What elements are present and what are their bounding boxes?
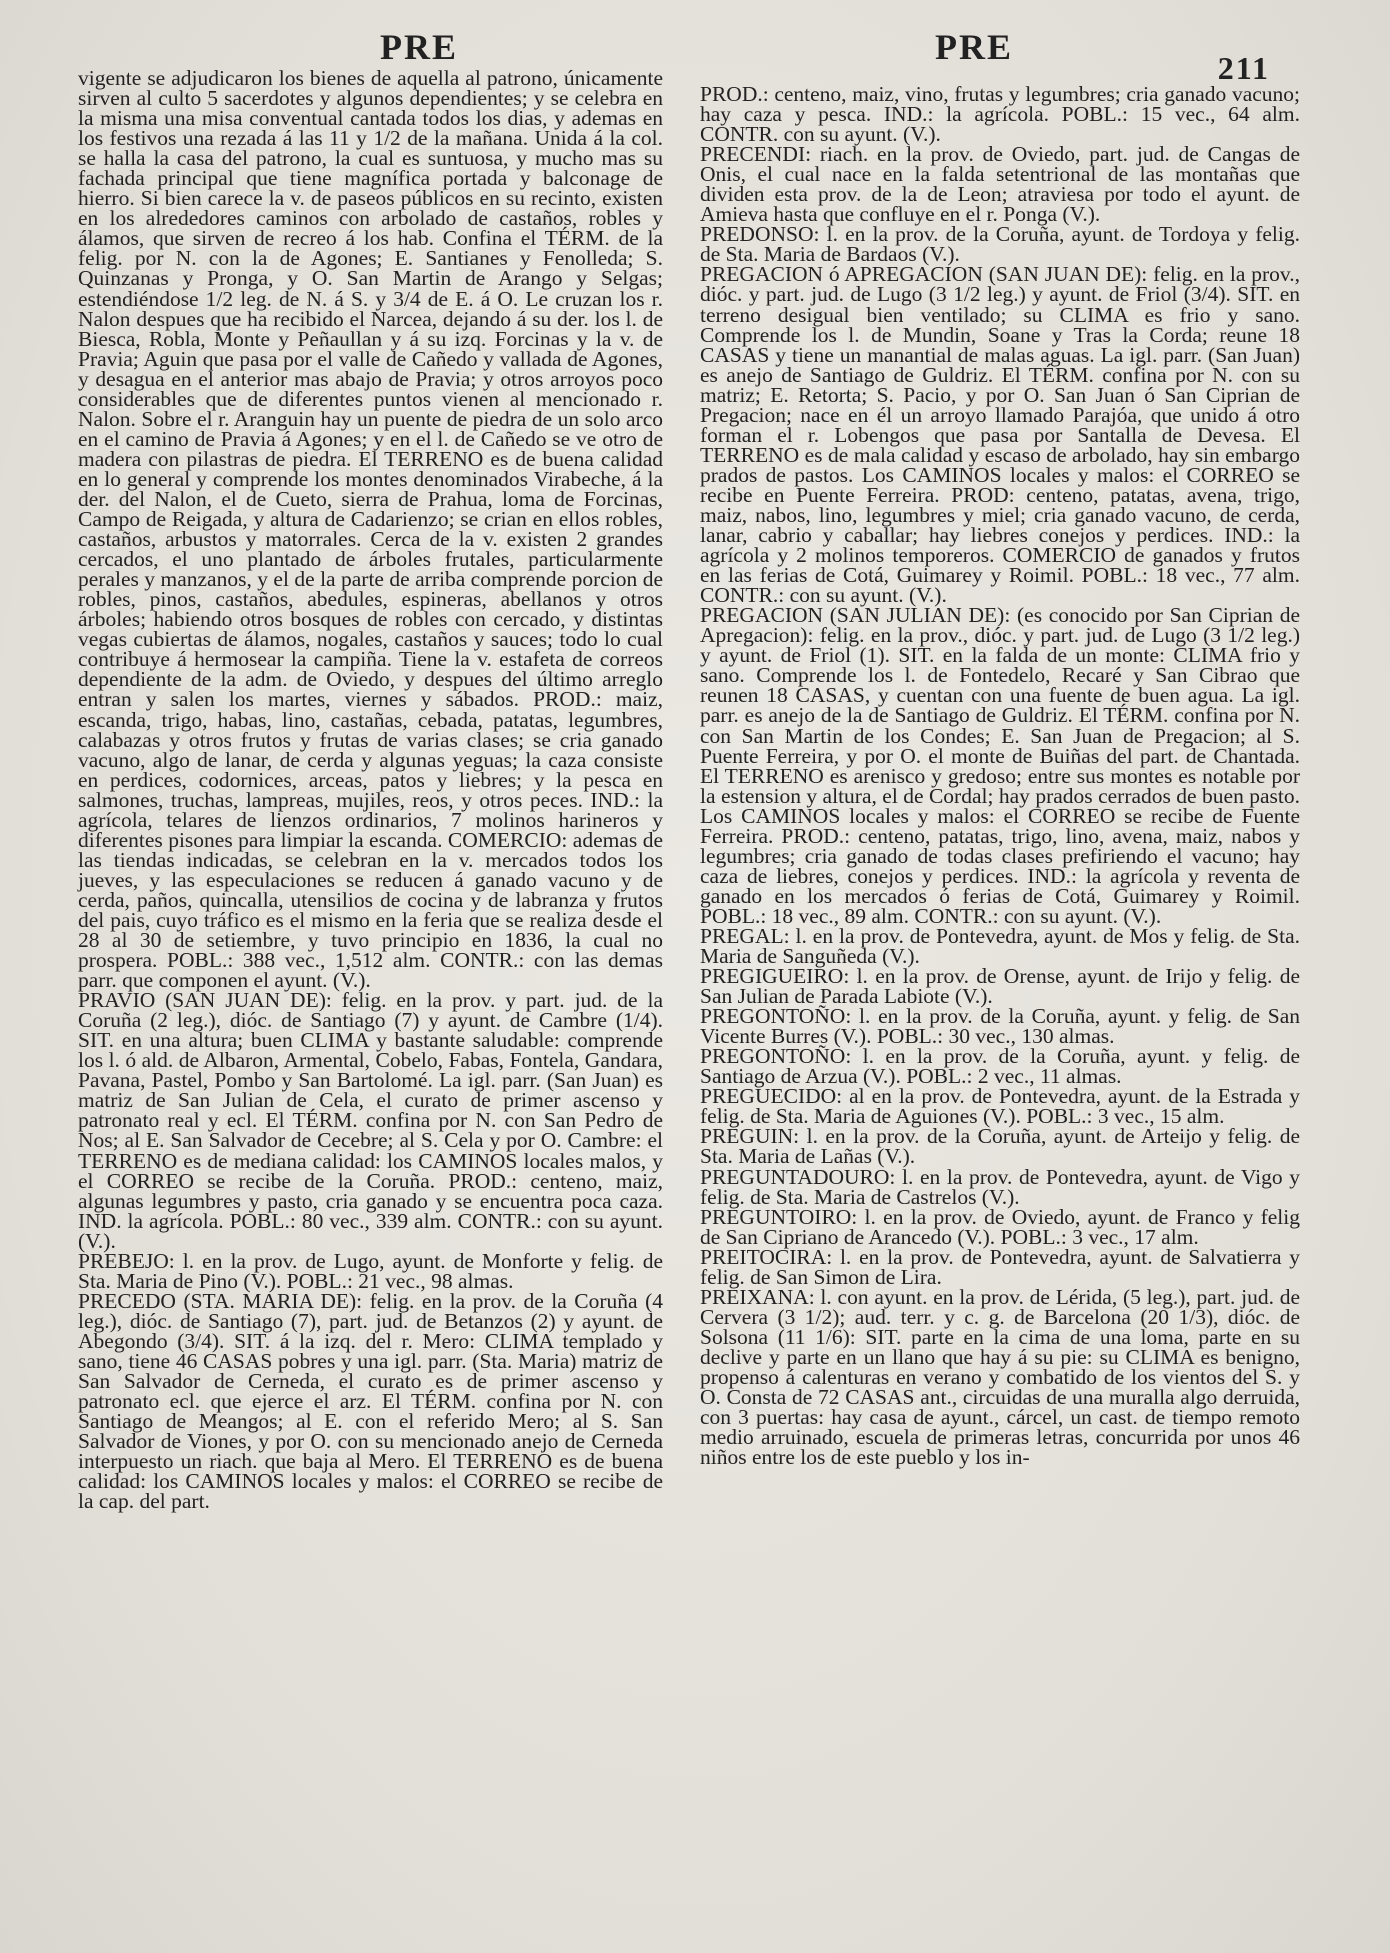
entry-paragraph: vigente se adjudicaron los bienes de aquella al patrono, únicamente sirven al culto 5 sacerdotes y algunos dependientes; y se celebra en la misma una misa conventual cantada todos los dias, y ademas en los festivos una rezada á las 11 y 1/2 de la mañana. Unida á la col. se halla la casa del patrono, la cual es suntuosa, y mucho mas su fachada principal que tiene magnífica portada y balconage de hierro. Si bien carece la v. de paseos públicos en su recinto, existen en los alrededores caminos con arbolado de castaños, robles y álamos, que sirven de recreo á los hab. Confina el TÉRM. de la felig. por N. con la de Agones; E. Santianes y Fenolleda; S. Quinzanas y Pronga, y O. San Martin de Arango y Selgas; estendiéndose 1/2 leg. de N. á S. y 3/4 de E. á O. Le cruzan los r. Nalon despues que ha recibido el Narcea, dejando á su der. los l. de Biesca, Robla, Monte y Peñaullan y á su izq. Forcinas y la v. de Pravia; Aguin que pasa por el valle de Cañedo y vallada de Agones, y desagua en el anterior mas abajo de Pravia; y otros arroyos poco considerables que de diferentes puntos vienen al mencionado r. Nalon. Sobre el r. Aranguin hay un puente de piedra de un solo arco en el camino de Pravia á Agones; y en el l. de Cañedo se ve otro de madera con pilastras de piedra. El TERRENO es de buena calidad en lo general y comprende los montes denominados Virabeche, á la der. del Nalon, el de Cueto, sierra de Prahua, loma de Forcinas, Campo de Reigada, y altura de Cadarienzo; se crian en ellos robles, castaños, arbustos y matorrales. Cerca de la v. existen 2 grandes cercados, el uno plantado de árboles frutales, particularmente perales y manzanos, y el de la parte de arriba comprende porcion de robles, pinos, castaños, abedules, espineras, abellanos y otros árboles; habiendo otros bosques de robles con cercado, y distintas vegas cubiertas de álamos, nogales, castaños y sauces; todo lo cual contribuye á hermosear la campiña. Tiene la v. estafeta de correos dependiente de la adm. de Oviedo, y despues del último arreglo entran y salen los martes, viernes y sábados. PROD.: maiz, escanda, trigo, habas, lino, castañas, cebada, patatas, legumbres, calabazas y otros frutos y frutas de varias clases; se cria ganado vacuno, algo de lanar, de cerda y algunas yeguas; la caza consiste en perdices, codornices, arceas, patos y liebres; y la pesca en salmones, truchas, lampreas, mujiles, reos, y otros peces. IND.: la agrícola, telares de lienzos ordinarios, 7 molinos harineros y diferentes pisones para limpiar la escanda. COMERCIO: ademas de las tiendas indicadas, se celebran en la v. mercados todos los jueves, y las especulaciones se reducen á ganado vacuno y de cerda, paños, quincalla, utensilios de cocina y de labranza y frutos del pais, cuyo tráfico es el mismo en la feria que se realiza desde el 28 al 30 de setiembre, y tuvo principio en 1836, la cual no prospera. POBL.: 388 vec., 1,512 alm. CONTR.: con las demas parr. que componen el ayunt. (V.). — [78, 66, 663, 993]
entry-paragraph: PREGUNTOIRO: l. en la prov. de Oviedo, ayunt. de Franco y felig de San Cipriano de Arancedo (V.). POBL.: 3 vec., 17 alm. — [700, 1204, 1300, 1249]
entry-paragraph: PREGUECIDO: al en la prov. de Pontevedra, ayunt. de la Estrada y felig. de Sta. Maria de Aguiones (V.). POBL.: 3 vec., 15 alm. — [700, 1084, 1300, 1129]
entry-paragraph: PREITOCIRA: l. en la prov. de Pontevedra, ayunt. de Salvatierra y felig. de San Simon de Lira. — [700, 1244, 1300, 1289]
entry-paragraph: PRECEDO (STA. MARIA DE): felig. en la prov. de la Coruña (4 leg.), dióc. de Santiago (7), part. jud. de Betanzos (2) y ayunt. de Abegondo (3/4). SIT. á la izq. del r. Mero: CLIMA templado y sano, tiene 46 CASAS pobres y una igl. parr. (Sta. Maria) matriz de San Salvador de Cerneda, el curato es de primer ascenso y patronato ecl. que ejerce el arz. El TÉRM. confina por N. con Santiago de Meangos; al E. con el referido Mero; al S. San Salvador de Viones, y por O. con su mencionado anejo de Cerneda interpuesto un riach. que baja al Mero. El TERRENO es de buena calidad: los CAMINOS locales y malos: el CORREO se recibe de la cap. del part. — [78, 1288, 663, 1514]
entry-paragraph: PREGUNTADOURO: l. en la prov. de Pontevedra, ayunt. de Vigo y felig. de Sta. Maria de Castrelos (V.). — [700, 1164, 1300, 1209]
entry-paragraph: PREIXANA: l. con ayunt. en la prov. de Lérida, (5 leg.), part. jud. de Cervera (3 1/2); aud. terr. y c. g. de Barcelona (20 1/3), dióc. de Solsona (11 1/6): SIT. parte en la cima de una loma, parte en su declive y parte en un llano que hay á su pie: su CLIMA es benigno, propenso á calenturas en verano y combatido de los vientos del S. y O. Consta de 72 CASAS ant., circuidas de una muralla algo derruida, con 3 puertas: hay casa de ayunt., cárcel, un cast. de tiempo remoto medio arruinado, escuela de primeras letras, concurrida por unos 46 niños entre los de este pueblo y los in- — [700, 1284, 1300, 1470]
entry-paragraph: PRECENDI: riach. en la prov. de Oviedo, part. jud. de Cangas de Onis, el cual nace en la falda setentrional de las montañas que dividen esta prov. de la de Leon; atraviesa por todo el ayunt. de Amieva hasta que confluye en el r. Ponga (V.). — [700, 142, 1300, 227]
entry-paragraph: PREGONTOÑO: l. en la prov. de la Coruña, ayunt. y felig. de Santiago de Arzua (V.). POBL.: 2 vec., 11 almas. — [700, 1044, 1300, 1089]
entry-paragraph: PREGIGUEIRO: l. en la prov. de Orense, ayunt. de Irijo y felig. de San Julian de Parada Labiote (V.). — [700, 964, 1300, 1009]
entry-paragraph: PREDONSO: l. en la prov. de la Coruña, ayunt. de Tordoya y felig. de Sta. Maria de Bardaos (V.). — [700, 222, 1300, 267]
entry-paragraph: PROD.: centeno, maiz, vino, frutas y legumbres; cria ganado vacuno; hay caza y pesca. IND.: la agrícola. POBL.: 15 vec., 64 alm. CONTR. con su ayunt. (V.). — [700, 82, 1300, 147]
entry-paragraph: PREGACION ó APREGACION (SAN JUAN DE): felig. en la prov., dióc. y part. jud. de Lugo (3 1/2 leg.) y ayunt. de Friol (3/4). SIT. en terreno desigual bien ventilado; su CLIMA es frio y sano. Comprende los l. de Mundin, Soane y Tras la Corda; reune 18 CASAS y tiene un manantial de malas aguas. La igl. parr. (San Juan) es anejo de Santiago de Guldriz. El TÉRM. confina por N. con su matriz; E. Retorta; S. Pacio, y por O. San Juan ó San Ciprian de Pregacion; nace en él un arroyo llamado Parajóa, que unido á otro forman el r. Lobengos que pasa por Santalla de Devesa. El TERRENO es de mala calidad y escaso de arbolado, hay sin embargo prados de pastos. Los CAMINOS locales y malos: el CORREO se recibe en Puente Ferreira. PROD: centeno, patatas, avena, trigo, maiz, nabos, lino, legumbres y miel; cria ganado vacuno, de cerda, lanar, cabrio y caballar; hay liebres conejos y perdices. IND.: la agrícola y 2 molinos temporeros. COMERCIO de ganados y frutos en las ferias de Cotá, Guimarey y Roimil. POBL.: 18 vec., 77 alm. CONTR.: con su ayunt. (V.). — [700, 262, 1300, 608]
entry-paragraph: PREGACION (SAN JULIAN DE): (es conocido por San Ciprian de Apregacion): felig. en la prov., dióc. y part. jud. de Lugo (3 1/2 leg.) y ayunt. de Friol (1). SIT. en la falda de un monte: CLIMA frio y sano. Comprende los l. de Fontedelo, Recaré y San Cibrao que reunen 18 CASAS, y cuentan con una fuente de buen agua. La igl. parr. es anejo de la de Santiago de Guldriz. El TÉRM. confina por N. con San Martin de los Condes; E. San Juan de Pregacion; al S. Puente Ferreira, y por O. el monte de Buiñas del part. de Chantada. El TERRENO es arenisco y gredoso; entre sus montes es notable por la estension y altura, el de Cordal; hay prados cerrados de buen pasto. Los CAMINOS locales y malos: el CORREO se recibe de Fuente Ferreira. PROD.: centeno, patatas, trigo, lino, avena, maiz, nabos y legumbres; cria ganado de todas clases prefiriendo el vacuno; hay caza de liebres, conejos y perdices. IND.: la agrícola y reventa de ganado en los mercados ó ferias de Cotá, Guimarey y Roimil. POBL.: 18 vec., 89 alm. CONTR.: con su ayunt. (V.). — [700, 603, 1300, 928]
right-column — [700, 82, 1300, 1470]
running-head-right: PRE — [935, 27, 1013, 67]
left-column — [78, 66, 663, 1514]
entry-paragraph: PRAVIO (SAN JUAN DE): felig. en la prov. y part. jud. de la Coruña (2 leg.), dióc. de Santiago (7) y ayunt. de Cambre (1/4). SIT. en una altura; buen CLIMA y bastante saludable: comprende los l. ó ald. de Albaron, Armental, Cobelo, Fabas, Fontela, Gandara, Pavana, Pastel, Pombo y San Bartolomé. La igl. parr. (San Juan) es matriz de San Julian de Cela, el curato de primer ascenso y patronato real y ecl. El TÉRM. confina por N. con San Pedro de Nos; al E. San Salvador de Cecebre; al S. Cela y por O. Cambre: el TERRENO es de mediana calidad: los CAMINOS locales malos, y el CORREO se recibe de la Coruña. PROD.: centeno, maiz, algunas legumbres y pasto, cria ganado y se encuentra poca caza. IND. la agrícola. POBL.: 80 vec., 339 alm. CONTR.: con su ayunt. (V.). — [78, 988, 663, 1253]
page-number: 211 — [1217, 50, 1270, 86]
entry-paragraph: PREBEJO: l. en la prov. de Lugo, ayunt. de Monforte y felig. de Sta. Maria de Pino (V.). POBL.: 21 vec., 98 almas. — [78, 1248, 663, 1293]
running-head-left: PRE — [380, 27, 458, 67]
entry-paragraph: PREGONTOÑO: l. en la prov. de la Coruña, ayunt. y felig. de San Vicente Burres (V.). POBL.: 30 vec., 130 almas. — [700, 1004, 1300, 1049]
entry-paragraph: PREGUIN: l. en la prov. de la Coruña, ayunt. de Arteijo y felig. de Sta. Maria de Lañas (V.). — [700, 1124, 1300, 1169]
entry-paragraph: PREGAL: l. en la prov. de Pontevedra, ayunt. de Mos y felig. de Sta. Maria de Sanguñeda (V.). — [700, 923, 1300, 969]
